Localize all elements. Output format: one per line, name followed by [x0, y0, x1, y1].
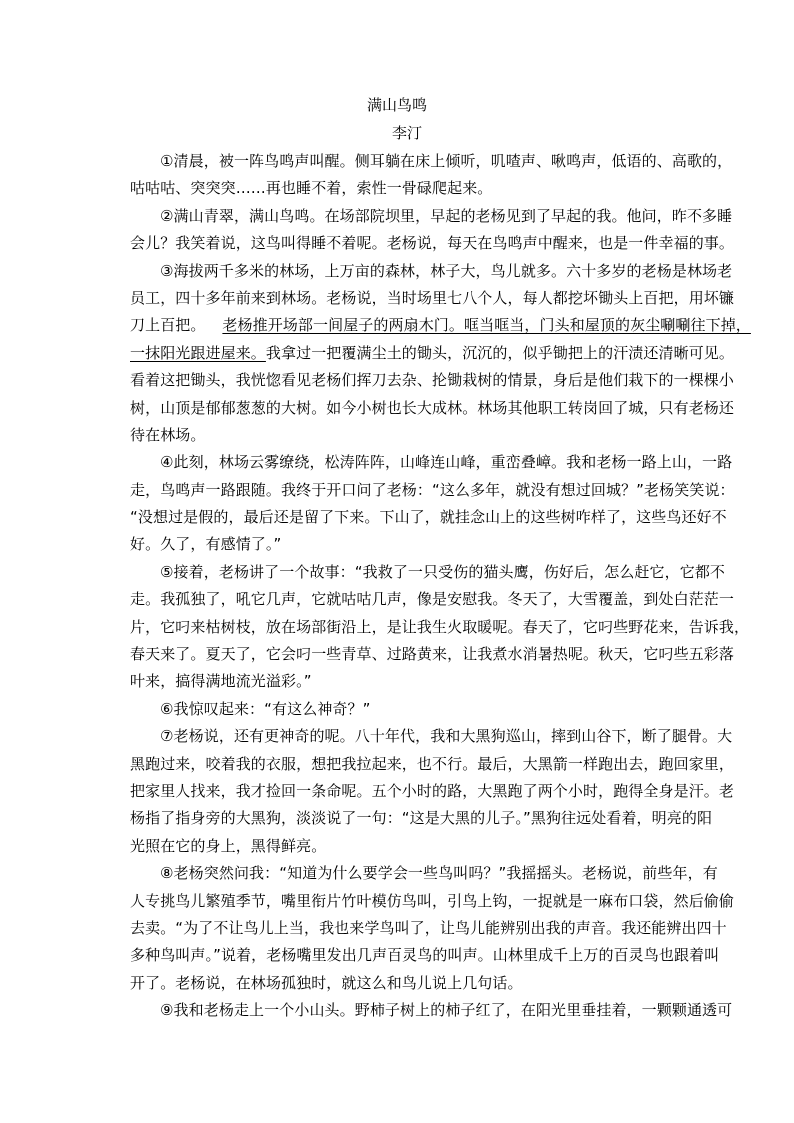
underlined-sentence: 老杨推开场部一间屋子的两扇木门。哐当哐当，门头和屋顶的灰尘唰唰往下掉，: [222, 316, 751, 335]
paragraph-3-line: 员工，四十多年前来到林场。老杨说，当时场里七八个人，每人都挖坏锄头上百把，用坏镰: [130, 288, 735, 307]
paragraph-3-text: 我拿过一把覆满尘土的锄头，沉沉的，似乎锄把上的汗渍还清晰可见。: [265, 343, 735, 362]
article-body: [130, 148, 751, 1025]
paragraph-4-line: ④此刻，林场云雾缭绕，松涛阵阵，山峰连山峰，重峦叠嶂。我和老杨一路上山，一路: [160, 453, 733, 472]
article-title: 满山鸟鸣: [366, 96, 427, 114]
paragraph-4-line: “没想过是假的，最后还是留了下来。下山了，就挂念山上的这些树咋样了，这些鸟还好不: [130, 508, 727, 527]
paragraph-5-line: 片，它叼来枯树枝，放在场部街沿上，是让我生火取暖呢。春天了，它叼些野花来，告诉我，: [130, 617, 750, 636]
paragraph-4-line: 好。久了，有感情了。”: [130, 535, 282, 554]
paragraph-8-line: 多种鸟叫声。”说着，老杨嘴里发出几声百灵鸟的叫声。山林里成千上万的百灵鸟也跟着叫: [130, 946, 720, 965]
paragraph-5-line: 春天来了。夏天了，它会叼一些青草、过路黄来，让我煮水消暑热呢。秋天，它叼些五彩落: [130, 645, 735, 664]
paragraph-8-line: 人专挑鸟儿繁殖季节，嘴里衔片竹叶模仿鸟叫，引鸟上钩，一捉就是一麻布口袋，然后偷偷: [130, 891, 735, 910]
paragraph-7-line: 把家里人找来，我才捡回一条命呢。五个小时的路，大黑跑了两个小时，跑得全身是汗。老: [130, 781, 735, 800]
paragraph-8-line: ⑧老杨突然问我：“知道为什么要学会一些鸟叫吗？”我摇摇头。老杨说，前些年，有: [160, 864, 718, 883]
paragraph-5-line: ⑤接着，老杨讲了一个故事：“我救了一只受伤的猫头鹰，伤好后，怎么赶它，它都不: [160, 562, 726, 581]
paragraph-3-line: [130, 340, 735, 367]
paragraph-3-text: 刀上百把。: [130, 316, 206, 335]
paragraph-2-line: 会儿？我笑着说，这鸟叫得睡不着呢。老杨说，每天在鸟鸣声中醒来，也是一件幸福的事。: [130, 234, 735, 253]
paragraph-5-line: 走。我孤独了，吼它几声，它就咕咕几声，像是安慰我。冬天了，大雪覆盖，到处白茫茫一: [130, 590, 735, 609]
paragraph-3-line: ③海拔两千多米的林场，上万亩的森林，林子大，鸟儿就多。六十多岁的老杨是林场老: [160, 261, 733, 280]
underlined-sentence: 一抹阳光跟进屋来。: [130, 343, 266, 362]
paragraph-1-line: 咕咕咕、突突突……再也睡不着，索性一骨碌爬起来。: [130, 179, 493, 198]
paragraph-7-line: 光照在它的身上，黑得鲜亮。: [130, 836, 327, 855]
paragraph-7-line: 杨指了指身旁的大黑狗，淡淡说了一句：“这是大黑的儿子。”黑狗往远处看着，明亮的阳: [130, 809, 713, 828]
article-author: 李汀: [391, 124, 422, 142]
paragraph-3-line: 树，山顶是郁郁葱葱的大树。如今小树也长大成林。林场其他职工转岗回了城，只有老杨还: [130, 398, 735, 417]
paragraph-3-line: 看着这把锄头，我恍惚看见老杨们挥刀去杂、抡锄栽树的情景，身后是他们栽下的一棵棵小: [130, 371, 735, 390]
paragraph-8-line: 开了。老杨说，在林场孤独时，就这么和鸟儿说上几句话。: [130, 973, 523, 992]
paragraph-8-line: 去卖。“为了不让鸟儿上当，我也来学鸟叫了，让鸟儿能辨别出我的声音。我还能辨出四十: [130, 918, 727, 937]
paragraph-4-line: 走，鸟鸣声一路跟随。我终于开口问了老杨：“这么多年，就没有想过回城？”老杨笑笑说：: [130, 480, 735, 499]
paragraph-9-line: ⑨我和老杨走上一个小山头。野柿子树上的柿子红了，在阳光里垂挂着，一颗颗通透可: [160, 1001, 733, 1020]
paragraph-3-line: [130, 312, 751, 339]
paragraph-2-line: ②满山青翠，满山鸟鸣。在场部院坝里，早起的老杨见到了早起的我。他问，昨不多睡: [160, 206, 733, 225]
paragraph-7-line: ⑦老杨说，还有更神奇的呢。八十年代，我和大黑狗巡山，摔到山谷下，断了腿骨。大: [160, 727, 733, 746]
paragraph-7-line: 黑跑过来，咬着我的衣服，想把我拉起来，也不行。最后，大黑箭一样跑出去，跑回家里，: [130, 754, 735, 773]
paragraph-6-line: ⑥我惊叹起来：“有这么神奇？”: [160, 699, 371, 718]
paragraph-3-line: 待在林场。: [130, 425, 206, 444]
paragraph-5-line: 叶来，搞得满地流光溢彩。”: [130, 672, 312, 691]
paragraph-1-line: ①清晨，被一阵鸟鸣声叫醒。侧耳躺在床上倾听，叽喳声、啾鸣声，低语的、高歌的，: [160, 152, 733, 170]
